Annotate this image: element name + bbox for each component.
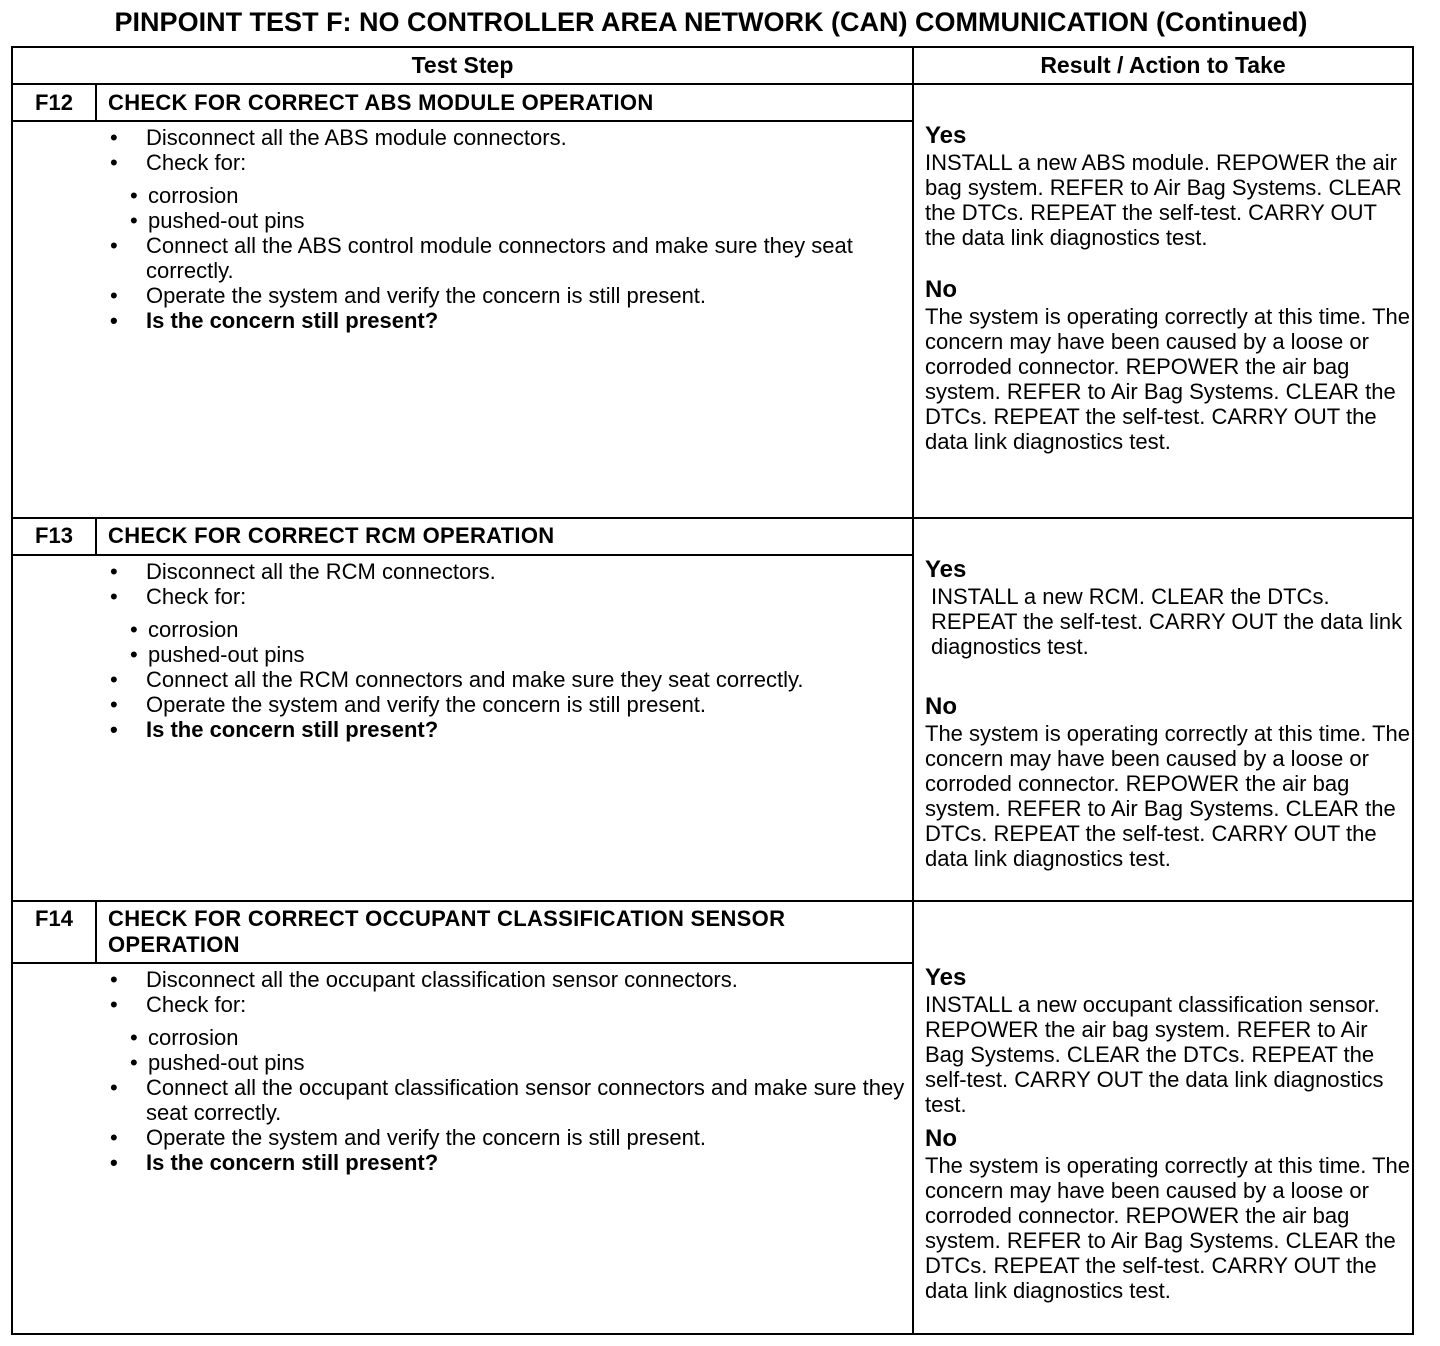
result-f14 (925, 964, 1410, 1303)
check-list (130, 617, 908, 667)
step-id-f14: F14 (35, 906, 73, 931)
step-item: • Connect all the occupant classification sensor connectors and make sure they seat correctly. (108, 1075, 908, 1125)
step-list-f12 (108, 125, 908, 333)
step-item: • Operate the system and verify the concern is still present. (108, 1125, 908, 1150)
step-item: • Operate the system and verify the concern is still present. (108, 692, 908, 717)
check-item: • corrosion (130, 617, 908, 642)
check-item: • corrosion (130, 1025, 908, 1050)
step-question: • Is the concern still present? (108, 308, 908, 333)
step-question: • Is the concern still present? (108, 717, 908, 742)
result-no-text: The system is operating correctly at this time. The concern may have been caused by a loose or corroded connector. REPOWER the air bag system. REFER to Air Bag Systems. CLEAR the DTCs. REPEAT the self-test. CARRY OUT the data link diagnostics test. (925, 1153, 1410, 1303)
step-item: • Connect all the RCM connectors and make sure they seat correctly. (108, 667, 908, 692)
check-item: • pushed-out pins (130, 1050, 908, 1075)
step-title-divider (13, 120, 912, 122)
check-item: • corrosion (130, 183, 908, 208)
step-item: • Operate the system and verify the concern is still present. (108, 283, 908, 308)
step-id-f13: F13 (35, 523, 73, 548)
step-question: • Is the concern still present? (108, 1150, 908, 1175)
step-item-check (108, 150, 908, 233)
result-yes-label: Yes (925, 964, 967, 991)
step-divider (13, 517, 1412, 519)
result-no-text: The system is operating correctly at this time. The concern may have been caused by a loose or corroded connector. REPOWER the air bag system. REFER to Air Bag Systems. CLEAR the DTCs. REPEAT the self-test. CARRY OUT the data link diagnostics test. (925, 721, 1410, 871)
step-list-f14 (108, 967, 908, 1175)
result-f13 (925, 556, 1410, 871)
result-f12 (925, 122, 1410, 454)
step-title-divider (13, 554, 912, 556)
result-yes-label: Yes (925, 556, 967, 583)
step-item: • Disconnect all the RCM connectors. (108, 559, 908, 584)
step-item: • Disconnect all the ABS module connectors. (108, 125, 908, 150)
result-yes-text: INSTALL a new occupant classification sensor. REPOWER the air bag system. REFER to Air Bag Systems. CLEAR the DTCs. REPEAT the self-test. CARRY OUT the data link diagnostics test. (925, 992, 1384, 1117)
step-item-label: Check for: (146, 150, 247, 175)
step-list-f13 (108, 559, 908, 742)
step-item: • Connect all the ABS control module connectors and make sure they seat correctly. (108, 233, 908, 283)
step-title-f13: CHECK FOR CORRECT RCM OPERATION (108, 523, 555, 548)
step-divider (13, 900, 1412, 902)
step-title-f12: CHECK FOR CORRECT ABS MODULE OPERATION (108, 90, 654, 115)
column-divider (912, 48, 914, 1333)
step-item-check (108, 992, 908, 1075)
result-no-label: No (925, 1125, 957, 1152)
step-title-divider (13, 962, 912, 964)
header-divider (13, 83, 1412, 85)
column-header-test-step: Test Step (411, 52, 514, 78)
pinpoint-test-table (11, 46, 1414, 1335)
step-id-divider (95, 519, 97, 554)
result-no-label: No (925, 693, 957, 720)
step-item: • Disconnect all the occupant classification sensor connectors. (108, 967, 908, 992)
check-list (130, 1025, 908, 1075)
column-header-result-action: Result / Action to Take (1040, 52, 1286, 78)
result-yes-text: INSTALL a new ABS module. REPOWER the air bag system. REFER to Air Bag Systems. CLEAR the DTCs. REPEAT the self-test. CARRY OUT the data link diagnostics test. (925, 150, 1402, 250)
result-yes-text: INSTALL a new RCM. CLEAR the DTCs. REPEAT the self-test. CARRY OUT the data link diagnostics test. (931, 584, 1403, 659)
step-id-f12: F12 (35, 90, 73, 115)
result-no-text: The system is operating correctly at this time. The concern may have been caused by a loose or corroded connector. REPOWER the air bag system. REFER to Air Bag Systems. CLEAR the DTCs. REPEAT the self-test. CARRY OUT the data link diagnostics test. (925, 304, 1410, 454)
step-title-f14: CHECK FOR CORRECT OCCUPANT CLASSIFICATION SENSOR OPERATION (108, 906, 786, 957)
step-id-divider (95, 85, 97, 120)
step-id-divider (95, 902, 97, 962)
step-item-check (108, 584, 908, 667)
result-no-label: No (925, 276, 957, 303)
check-item: • pushed-out pins (130, 642, 908, 667)
check-item: • pushed-out pins (130, 208, 908, 233)
step-item-label: Check for: (146, 992, 247, 1017)
step-item-label: Check for: (146, 584, 247, 609)
page-title: PINPOINT TEST F: NO CONTROLLER AREA NETWORK (CAN) COMMUNICATION (Continued) (114, 7, 1308, 37)
result-yes-label: Yes (925, 122, 967, 149)
check-list (130, 183, 908, 233)
